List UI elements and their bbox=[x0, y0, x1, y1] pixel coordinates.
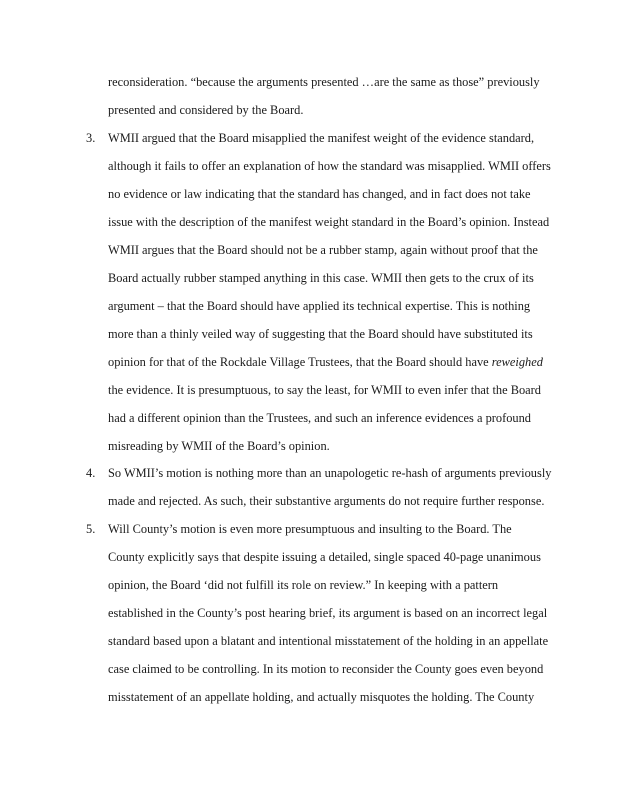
text-segment: opinion for that of the Rockdale Village Trustees, that the Board should have bbox=[108, 355, 489, 369]
text-line: no evidence or law indicating that the standard has changed, and in fact does not take bbox=[108, 187, 531, 201]
text-line: standard based upon a blatant and intentional misstatement of the holding in an appellate bbox=[108, 634, 549, 648]
text-line: more than a thinly veiled way of suggesting that the Board should have substituted its bbox=[108, 327, 533, 341]
text-line: Will County’s motion is even more presumptuous and insulting to the Board. The bbox=[108, 522, 512, 536]
item-number: 4. bbox=[86, 466, 96, 480]
text-line: issue with the description of the manifest weight standard in the Board’s opinion. Instead bbox=[108, 215, 550, 229]
item-number: 3. bbox=[86, 131, 96, 145]
text-line: misstatement of an appellate holding, and actually misquotes the holding. The County bbox=[108, 690, 535, 704]
text-line: presented and considered by the Board. bbox=[108, 103, 304, 117]
text-line: the evidence. It is presumptuous, to say the least, for WMII to even infer that the Board bbox=[108, 383, 541, 397]
text-line: opinion, the Board ‘did not fulfill its role on review.” In keeping with a pattern bbox=[108, 578, 499, 592]
item-number: 5. bbox=[86, 522, 96, 536]
text-line: case claimed to be controlling. In its motion to reconsider the County goes even beyond bbox=[108, 662, 544, 676]
text-line: had a different opinion than the Trustees, and such an inference evidences a profound bbox=[108, 411, 531, 425]
text-line: County explicitly says that despite issuing a detailed, single spaced 40-page unanimous bbox=[108, 550, 541, 564]
text-line: Board actually rubber stamped anything in this case. WMII then gets to the crux of its bbox=[108, 271, 534, 285]
text-line: WMII argued that the Board misapplied the manifest weight of the evidence standard, bbox=[108, 131, 535, 145]
text-line: WMII argues that the Board should not be a rubber stamp, again without proof that the bbox=[108, 243, 538, 257]
text-line: made and rejected. As such, their substantive arguments do not require further response. bbox=[108, 494, 545, 508]
text-line: argument – that the Board should have applied its technical expertise. This is nothing bbox=[108, 299, 531, 313]
italic-word: reweighed bbox=[491, 355, 543, 369]
text-line: established in the County’s post hearing brief, its argument is based on an incorrect legal bbox=[108, 606, 548, 620]
text-line: So WMII’s motion is nothing more than an unapologetic re-hash of arguments previously bbox=[108, 466, 552, 480]
text-line: reconsideration. “because the arguments presented …are the same as those” previously bbox=[108, 75, 540, 89]
text-line: although it fails to offer an explanation of how the standard was misapplied. WMII offers bbox=[108, 159, 551, 173]
text-line: misreading by WMII of the Board’s opinion. bbox=[108, 439, 330, 453]
text-line bbox=[108, 355, 543, 369]
